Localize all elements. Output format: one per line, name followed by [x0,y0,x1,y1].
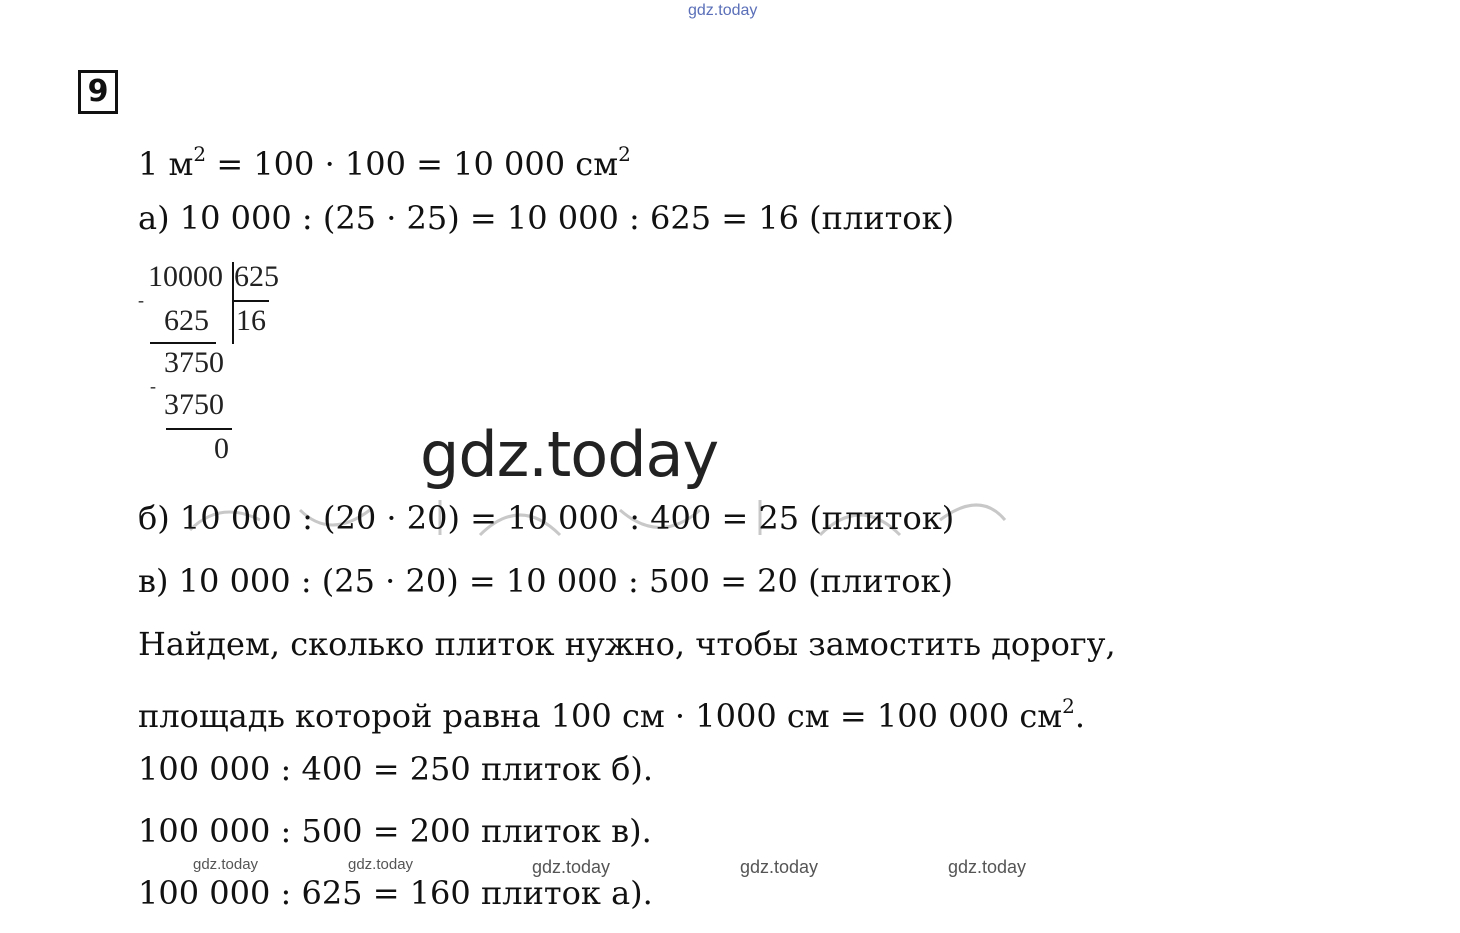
solution-a: а) 10 000 : (25 · 25) = 10 000 : 625 = 16 (плиток) [138,199,955,237]
watermark-top: gdz.today [688,2,758,19]
long-division [136,258,296,468]
explanation-line-2 [138,686,1085,736]
minus-sign: - [138,290,144,310]
equation-text: = 100 · 100 = 10 000 см [206,145,619,183]
explanation-text: . [1074,697,1086,735]
division-quotient: 16 [236,304,266,337]
watermark-small: gdz.today [948,857,1027,877]
division-dividend: 10000 [148,260,223,293]
minus-sign: - [150,376,156,396]
superscript: 2 [193,142,207,166]
result-v: 100 000 : 500 = 200 плиток в). [138,812,652,850]
division-step1-sub: 625 [164,304,209,337]
superscript: 2 [1062,694,1075,718]
division-line [166,428,232,430]
watermark-small: gdz.today [193,856,259,873]
equation-square-meter [138,134,631,184]
solution-v: в) 10 000 : (25 · 20) = 10 000 : 500 = 20 (плиток) [138,562,953,600]
division-step2-sub: 3750 [164,388,224,421]
division-vertical-line [232,262,234,344]
watermark-small: gdz.today [740,857,819,877]
equation-text: 1 м [138,145,194,183]
solution-b: б) 10 000 : (20 · 20) = 10 000 : 400 = 25 (плиток) [138,499,955,537]
watermark-small: gdz.today [348,856,414,873]
superscript: 2 [618,142,631,166]
task-number-box: 9 [78,70,118,114]
division-divisor: 625 [234,260,279,293]
division-line [150,342,216,344]
result-a: 100 000 : 625 = 160 плиток а). [138,874,653,912]
watermark-big: gdz.today [420,418,719,491]
explanation-line-1: Найдем, сколько плиток нужно, чтобы замостить дорогу, [138,625,1116,663]
watermark-small: gdz.today [532,857,611,877]
division-quotient-line [233,300,269,302]
division-final-rem: 0 [214,432,229,465]
explanation-text: площадь которой равна 100 см · 1000 см = 100 000 см [138,697,1063,735]
result-b: 100 000 : 400 = 250 плиток б). [138,750,653,788]
division-step1-rem: 3750 [164,346,224,379]
